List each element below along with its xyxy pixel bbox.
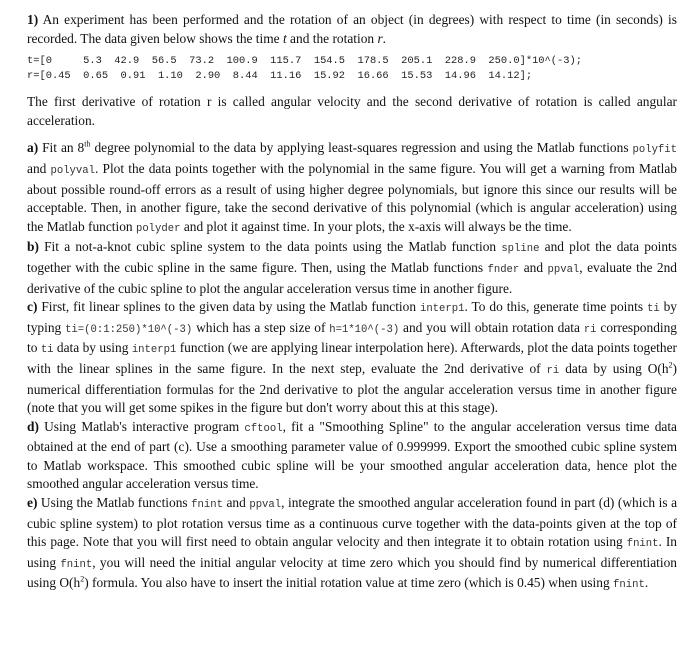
code-fnint-2: fnint bbox=[626, 538, 659, 551]
part-b-label: b) bbox=[27, 239, 39, 255]
code-ti-def: ti=(0:1:250)*10^(-3) bbox=[65, 323, 193, 336]
document-page bbox=[27, 11, 677, 595]
code-ti-2: ti bbox=[40, 344, 54, 357]
problem-number: 1) bbox=[27, 12, 39, 27]
part-d-label: d) bbox=[27, 418, 39, 434]
code-ri: ri bbox=[583, 323, 597, 336]
code-ri-2: ri bbox=[546, 364, 560, 377]
part-e-label: e) bbox=[27, 495, 38, 511]
code-spline: spline bbox=[501, 243, 540, 256]
code-h-def: h=1*10^(-3) bbox=[329, 323, 400, 336]
time-data-line: t=[0 5.3 42.9 56.5 73.2 100.9 115.7 154.5 178.5 205.1 228.9 250.0]*10^(-3); bbox=[27, 55, 582, 68]
var-r: r bbox=[377, 30, 383, 46]
derivative-note: The first derivative of rotation r is called angular velocity and the second derivative of rotation is called angular acceleration. bbox=[27, 94, 677, 128]
code-interp1-2: interp1 bbox=[131, 344, 177, 357]
code-polyder: polyder bbox=[135, 222, 181, 235]
code-cftool: cftool bbox=[244, 422, 283, 435]
code-interp1: interp1 bbox=[419, 303, 465, 316]
data-block bbox=[27, 54, 677, 84]
part-c-label: c) bbox=[27, 299, 38, 315]
code-polyval: polyval bbox=[50, 164, 95, 177]
var-t: t bbox=[282, 30, 287, 46]
code-ppval: ppval bbox=[547, 263, 580, 276]
code-fnint-4: fnint bbox=[613, 579, 645, 592]
code-ppval-2: ppval bbox=[249, 499, 282, 512]
code-polyfit: polyfit bbox=[632, 144, 678, 157]
part-c: c) First, fit linear splines to the given data by using the Matlab function interp1. To do this, generate time points ti by typing ti=(0:1:250)*10^(-3) which has a step size of h=1*10^(-3) and you will obtain rotation data ri corresponding to ti data by using interp1 function (we are applying linear interpolation here). Afterwards, plot the data points together with the linear splines in the same figure. In the next step, evaluate the 2nd derivative of ri data by using $O(h^2)$ numerical differentiation formulas for the 2nd derivative to plot the angular acceleration versus time in another figure (note that you will get some spikes in the figure but don't worry about this at this stage). bbox=[27, 299, 678, 416]
rotation-data-line: r=[0.45 0.65 0.91 1.10 2.90 8.44 11.16 15.92 16.66 15.53 14.96 14.12]; bbox=[27, 70, 533, 83]
part-a-label: a) bbox=[27, 140, 39, 156]
code-fnint: fnint bbox=[191, 499, 223, 512]
problem-intro: 1) An experiment has been performed and the rotation of an object (in degrees) with respect to time (in seconds) is recorded. The data given below shows the time t and the rotation r. bbox=[27, 12, 677, 46]
code-fnint-3: fnint bbox=[60, 558, 93, 571]
part-a: a) Fit an 8th degree polynomial to the data by applying least-squares regression and using the Matlab functions polyfit and polyval. Plot the data points together with the polynomial in the same figure. You will get a warning from Matlab about possible round-off errors as a result of using higher degree polynomials, but ignore this since our results will be acceptable. Then, in another figure, take the second derivative of this polynomial (which is angular acceleration) using the Matlab function polyder and plot it against time. In your plots, the x-axis will always be the time. bbox=[27, 139, 678, 235]
code-fnder: fnder bbox=[487, 263, 520, 276]
part-b: b) Fit a not-a-knot cubic spline system to the data points using the Matlab function spline and plot the data points together with the cubic spline in the same figure. Then, using the Matlab functions fnder and ppval, evaluate the 2nd derivative of the cubic spline to plot the angular acceleration versus time in another figure. bbox=[27, 239, 677, 296]
part-e: e) Using the Matlab functions fnint and ppval, integrate the smoothed angular acceleration found in part (d) (which is a cubic spline system) to plot rotation versus time as a continuous curve together with the data-points given at the top of this page. Note that you will first need to obtain angular velocity and then integrate it to obtain rotation using fnint. In using fnint, you will need the initial angular velocity at time zero which you should find by numerical differentiation using $O(h^2)$ formula. You also have to insert the initial rotation value at time zero (which is 0.45) when using fnint. bbox=[27, 495, 678, 592]
code-ti: ti bbox=[646, 303, 660, 316]
part-d: d) Using Matlab's interactive program cftool, fit a "Smoothing Spline" to the angular acceleration versus time data obtained at the end of part (c). Use a smoothing parameter value of 0.999999. Export the smoothed cubic spline system to Matlab workspace. This smoothed cubic spline will be your smoothed angular acceleration data, hence plot the smoothed angular acceleration versus time. bbox=[27, 418, 677, 492]
